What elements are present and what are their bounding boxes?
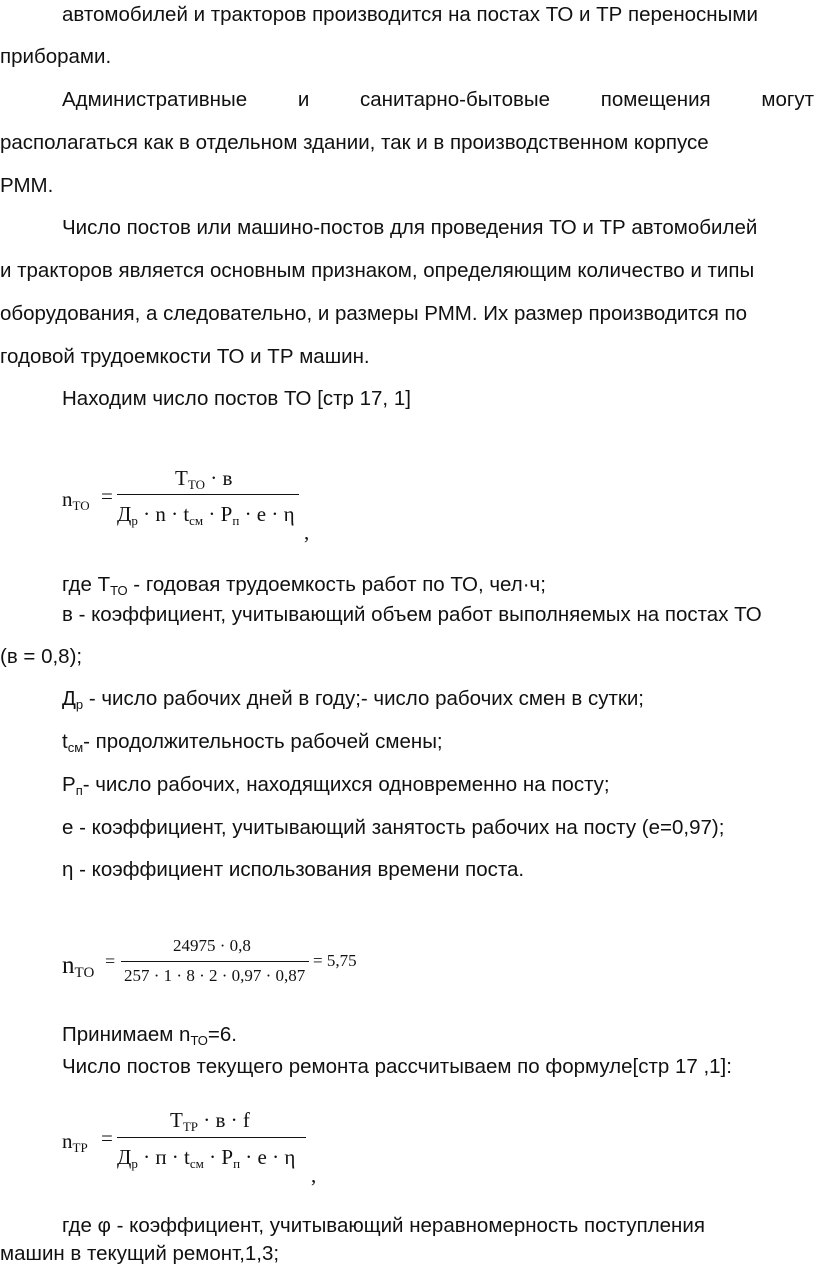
formula2-numerator: $Т_{ТР} \cdot в \cdot f$ <box>170 1108 250 1134</box>
formula1-denominator: $Д_р \cdot n \cdot t_{см} \cdot Р_п \cdot е \cdot \eta$ <box>117 502 295 528</box>
legend-e: е - коэффициент, учитывающий занятость рабочих на посту (е=0,97); <box>62 816 725 839</box>
paragraph-3-line-2: и тракторов является основным признаком, определяющим количество и типы <box>0 259 755 282</box>
formula2-fraction-bar <box>117 1137 306 1138</box>
formula1-numerator: $Т_{ТО} \cdot в$ <box>175 466 233 492</box>
paragraph-2-line-2: располагаться как в отдельном здании, так и в производственном корпусе <box>0 131 709 154</box>
formula2-equals: = <box>101 1126 113 1150</box>
phi-line-2: машин в текущий ремонт,1,3; <box>0 1242 280 1265</box>
paragraph-1-line-2: приборами. <box>0 45 112 68</box>
formula1-lhs: $n_{ТО}$ <box>62 487 90 513</box>
formula2-denominator: $Д_р \cdot п \cdot t_{см} \cdot Р_п \cdot е \cdot \eta$ <box>117 1145 296 1171</box>
paragraph-2-line-3: РММ. <box>0 174 54 197</box>
legend-d: $Д_р$ - число рабочих дней в году;- число рабочих смен в сутки; <box>62 687 645 712</box>
legend-b-line-2: (в = 0,8); <box>0 645 83 668</box>
calc-result: = 5,75 <box>313 951 357 970</box>
paragraph-1-line-1: автомобилей и тракторов производится на постах ТО и ТР переносными <box>62 3 758 26</box>
formula1-equals: = <box>101 484 113 508</box>
legend-p: $Р_п-$ число рабочих, находящихся одновременно на посту; <box>62 773 610 798</box>
accept-n-to: Принимаем $n_{ТО}=6$. <box>62 1023 237 1048</box>
paragraph-3-line-3: оборудования, а следовательно, и размеры РММ. Их размер производится по <box>0 302 747 325</box>
paragraph-3-line-4: годовой трудоемкости ТО и ТР машин. <box>0 345 370 368</box>
paragraph-2-line-1: Административные и санитарно-бытовые помещения могут <box>62 88 814 111</box>
calc-lhs: $n_{ТО}$ <box>62 952 95 981</box>
paragraph-3-line-1: Число постов или машино-постов для проведения ТО и ТР автомобилей <box>62 216 758 239</box>
phi-line-1: где φ - коэффициент, учитывающий неравномерность поступления <box>62 1214 705 1237</box>
formula2-lhs: $n_{ТР}$ <box>62 1129 88 1155</box>
tr-intro: Число постов текущего ремонта рассчитываем по формуле[стр 17 ,1]: <box>62 1055 732 1078</box>
formula1-fraction-bar <box>117 494 299 495</box>
legend-eta: η - коэффициент использования времени поста. <box>62 858 525 881</box>
legend-where-t: где $Т_{ТО}$ - годовая трудоемкость работ по ТО, чел·ч; <box>62 573 546 598</box>
paragraph-4: Находим число постов ТО [стр 17, 1] <box>62 387 411 410</box>
formula2-comma: , <box>311 1163 317 1187</box>
legend-t: $t_{см}-$ продолжительность рабочей смены; <box>62 730 443 755</box>
calc-denominator: 257 · 1 · 8 · 2 · 0,97 · 0,87 <box>124 966 306 985</box>
legend-b-line-1: в - коэффициент, учитывающий объем работ выполняемых на постах ТО <box>62 603 762 626</box>
formula1-comma: , <box>304 520 310 544</box>
calc-fraction-bar <box>121 961 309 962</box>
calc-numerator: 24975 · 0,8 <box>173 936 251 955</box>
calc-equals: = <box>105 951 116 971</box>
